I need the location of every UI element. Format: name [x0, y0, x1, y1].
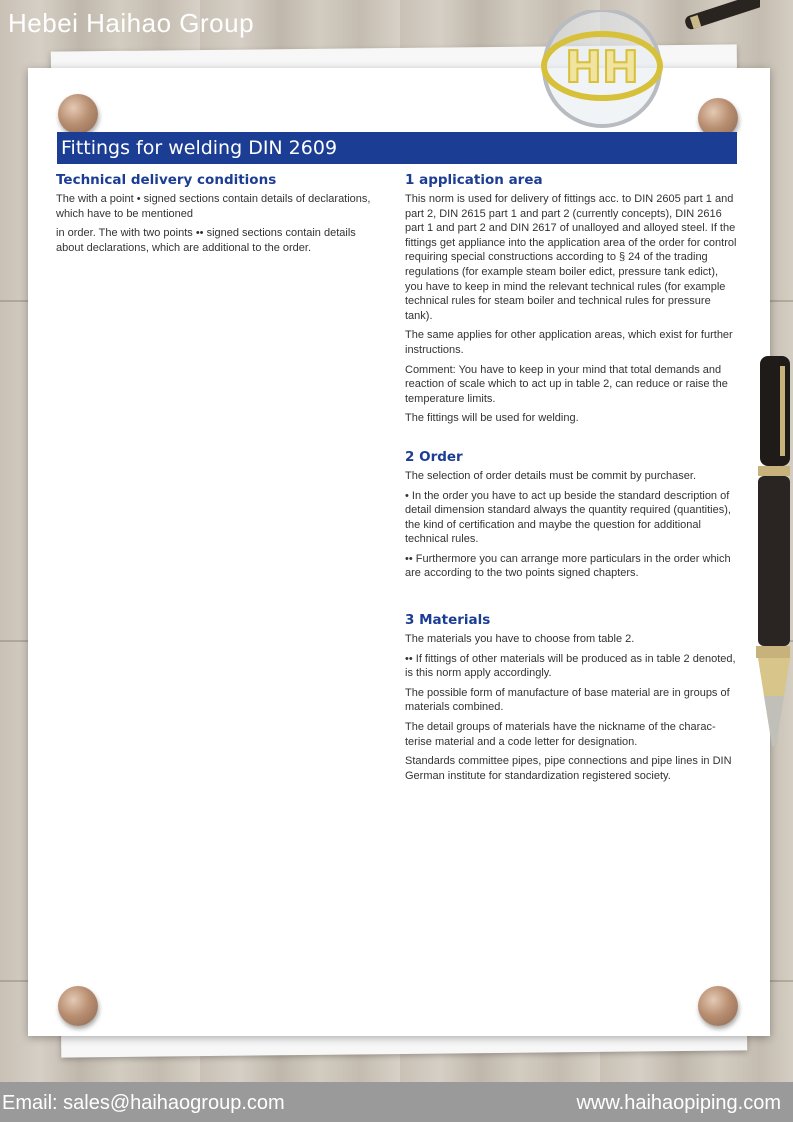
paragraph: The with a point • signed sections contain details of declarations, which have to be mentioned — [56, 193, 371, 220]
footer-email[interactable]: Email: sales@haihaogroup.com — [2, 1092, 285, 1114]
brand-name: Hebei Haihao Group — [8, 8, 255, 38]
section-heading-materials: 3 Materials — [405, 612, 491, 629]
section-heading-application-area: 1 application area — [405, 172, 543, 188]
pen-cap-icon — [680, 0, 760, 30]
paragraph: Standards committee pipes, pipe connections and pipe lines in DIN German institute for standardization registered society. — [405, 755, 732, 782]
paragraph: •• Furthermore you can arrange more particulars in the order which are according to the two points signed chapters. — [405, 552, 731, 580]
footer-website[interactable]: www.haihaopiping.com — [576, 1092, 781, 1114]
section-heading-order: 2 Order — [405, 448, 463, 465]
haihao-logo — [530, 10, 680, 130]
right-column — [405, 172, 737, 788]
paragraph: in order. The with two points •• signed sections contain details about declarations, which are additional to the order. — [56, 227, 356, 254]
paragraph: The possible form of manufacture of base material are in groups of materials combined. — [405, 686, 730, 714]
section-heading-technical-delivery: Technical delivery conditions — [56, 172, 277, 188]
page-title: Fittings for welding DIN 2609 — [61, 137, 338, 159]
title-bar — [57, 132, 737, 164]
paragraph: The same applies for other application areas, which exist for further instructions. — [405, 329, 733, 356]
fountain-pen-icon — [740, 356, 790, 746]
paragraph: This norm is used for delivery of fittings acc. to DIN 2605 part 1 and part 2, DIN 2615 part 1 and part 2 (currently concepts), DIN 2616 part 1 and part 2 and DIN 2617 of unalloyed and alloyed steel. If the fittings get appliance into the application area of the order for control requiring special constructions according to § 24 of the trading regulations (for example steam boiler edict, pressure tank edict), you have to keep in mind the relevant technical rules (for example technical rules for steam boiler and technical rules for pressure tank). — [405, 193, 737, 322]
paragraph: • In the order you have to act up beside the standard description of detail dimension standard always the quantity required (quantities), the kind of certification and maybe the question for additional technical rules. — [405, 489, 731, 546]
paragraph: The detail groups of materials have the nickname of the charac-terise material and a code letter for designation. — [405, 721, 716, 748]
pin-bottom-right — [698, 986, 738, 1026]
paragraph: The fittings will be used for welding. — [405, 412, 579, 425]
paragraph: Comment: You have to keep in your mind that total demands and reaction of scale which to act up in table 2, can reduce or raise the temperature limits. — [405, 363, 728, 405]
left-column — [56, 172, 386, 260]
pin-top-left — [58, 94, 98, 134]
svg-text:HH: HH — [565, 42, 639, 93]
paragraph: The materials you have to choose from table 2. — [405, 633, 635, 646]
paragraph: The selection of order details must be commit by purchaser. — [405, 469, 697, 482]
footer — [0, 1082, 793, 1122]
pin-bottom-left — [58, 986, 98, 1026]
paragraph: •• If fittings of other materials will be produced as in table 2 denoted, is this norm apply accordingly. — [405, 652, 736, 680]
